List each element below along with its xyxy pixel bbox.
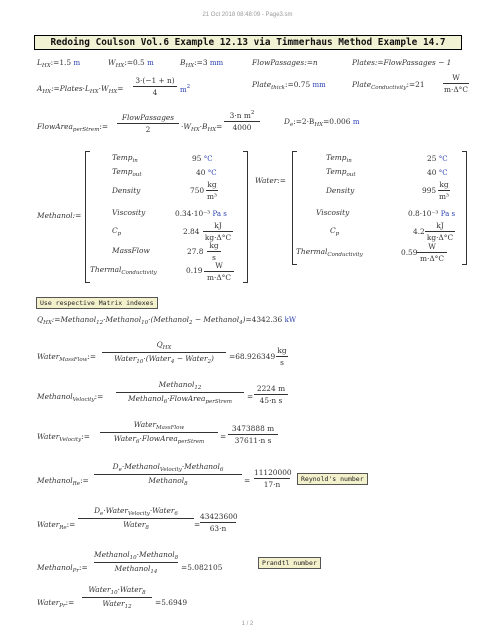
methanol-pr-fraction: Methanol$_{10}$·Methanol$_8$ Methanol$_{14}$ <box>94 550 179 575</box>
methanol-row-unit: $\frac{kJ}{kg\cdot\Delta^\circ C}$ <box>204 221 232 242</box>
methanol-velocity-result: $\frac{2224 m}{\text{45·n s}}$ <box>254 384 288 405</box>
page-header: 21 Oct 2018 08:48:09 - Page3.sm <box>202 12 293 18</box>
methanol-row-value: 0.34·10⁻³ Pa s <box>175 209 227 218</box>
methanol-row-label: MassFlow <box>112 246 150 255</box>
water-massflow-fraction: $Q_{HX}$ Water$_{10}$·(Water$_4$ − Water$_2$) <box>102 340 226 365</box>
flowarea-fraction: FlowPassages 2 <box>117 113 179 134</box>
methanol-matrix-right-bracket <box>243 151 248 283</box>
water-row-value: 25 °C <box>427 154 448 163</box>
water-re-eq: = <box>194 520 201 529</box>
water-massflow-lhs: Water$_{MassFlow}$:= <box>37 352 97 363</box>
methanol-row-label: $C_p$ <box>112 226 122 237</box>
methanol-row-unit: $\frac{kg}{s}$ <box>207 241 221 262</box>
water-row-label: Viscosity <box>316 208 350 217</box>
matrix-index-note: Use respective Matrix indexes <box>36 297 158 309</box>
water-row-label: Temp$_{out}$ <box>326 167 356 178</box>
prandtl-number-note: Prandtl number <box>258 557 321 569</box>
plate-thick-definition: Plate$_{thick}$:=0.75 mm <box>252 80 326 91</box>
methanol-row-value: 750 <box>190 186 205 195</box>
water-row-label: Temp$_{in}$ <box>326 153 352 164</box>
methanol-velocity-lhs: Methanol$_{Velocity}$:= <box>37 392 104 403</box>
methanol-row-label: Temp$_{in}$ <box>112 153 138 164</box>
water-row-unit: $\frac{kg}{\text{m³}}$ <box>439 180 449 201</box>
methanol-row-unit: $\frac{W}{m\cdot\Delta^\circ C}$ <box>204 261 234 282</box>
methanol-matrix-label: Methanol:= <box>37 211 82 220</box>
flowarea-lhs: FlowArea$_{perStrem}$:= <box>37 122 109 133</box>
methanol-row-value: 27.8 <box>187 247 204 256</box>
methanol-row-value: 2.84 <box>183 227 200 236</box>
water-row-value: 0.59 <box>401 248 418 257</box>
water-matrix-label: Water:= <box>255 176 286 185</box>
a-hx-result-fraction: $\frac{3\cdot(-1 + n)}{4}$ <box>133 76 177 97</box>
plate-conductivity-unit: $\frac{W}{m\cdot\Delta^\circ C}$ <box>443 73 469 94</box>
methanol-matrix-left-bracket <box>85 151 90 283</box>
water-velocity-result: $\frac{3473888 m}{\text{37611·n s}}$ <box>228 424 278 445</box>
water-pr-result: =5.6949 <box>155 598 188 607</box>
methanol-row-label: Temp$_{out}$ <box>112 167 142 178</box>
flow-passages-definition: FlowPassages:=n <box>252 58 318 67</box>
flowarea-result-fraction: $\frac{3\cdot n m^2}{4000}$ <box>224 110 260 132</box>
methanol-re-eq: = <box>244 476 251 485</box>
b-hx-definition: $B_{HX}:=3$ mm <box>180 58 224 69</box>
de-definition: $D_e:=2\cdot B_{HX}=0.006$ m <box>284 117 360 128</box>
water-row-value: 995 <box>422 186 437 195</box>
water-pr-fraction: Water$_{10}$·Water$_8$ Water$_{12}$ <box>82 585 152 610</box>
a-hx-definition: $A_{HX}:=Plates\cdot L_{HX}\cdot W_{HX}=$ <box>37 84 124 95</box>
methanol-row-label: Thermal$_{Conductivity}$ <box>90 265 157 276</box>
methanol-row-label: Viscosity <box>112 208 146 217</box>
water-pr-lhs: Water$_{Pr}$:= <box>37 598 75 609</box>
water-massflow-result: =68.926349 <box>229 352 276 361</box>
methanol-pr-result: =5.082105 <box>181 563 223 572</box>
methanol-pr-lhs: Methanol$_{Pr}$:= <box>37 563 88 574</box>
reynolds-number-note: Reynold's number <box>297 473 368 485</box>
flowarea-mid: $\cdot W_{HX}\cdot B_{HX}=$ <box>181 122 223 133</box>
a-hx-unit: $m^2$ <box>180 84 191 94</box>
methanol-row-label: Density <box>112 186 141 195</box>
methanol-row-value: 40 °C <box>196 168 217 177</box>
page-footer: 1 / 2 <box>241 621 254 627</box>
water-row-value: 0.8·10⁻³ Pa s <box>408 209 456 218</box>
document-title: Redoing Coulson Vol.6 Example 12.13 via Timmerhaus Method Example 14.7 <box>34 35 462 50</box>
water-velocity-eq: = <box>220 432 227 441</box>
q-hx-equation: $Q_{HX}:=Methanol_{12}\cdot Methanol_{10}\cdot(Methanol_2$ − Methanol$_4$)=4342.36 kW <box>37 315 297 326</box>
methanol-re-result: $\frac{11120000}{17\cdot n}$ <box>254 468 292 489</box>
methanol-row-unit: $\frac{kg}{\text{m³}}$ <box>207 180 217 201</box>
l-hx-definition: $L_{HX}:=1.5$ m <box>37 58 81 69</box>
plate-conductivity-definition: Plate$_{Conductivity}$:=21 <box>352 80 425 91</box>
water-velocity-lhs: Water$_{Velocity}$:= <box>37 432 90 443</box>
methanol-row-value: 95 °C <box>192 154 213 163</box>
water-row-value: 40 °C <box>427 168 448 177</box>
water-re-result: $\frac{43423600}{63\cdot n}$ <box>200 512 238 533</box>
water-velocity-fraction: Water$_{MassFlow}$ Water$_6$·FlowArea$_{perStrem}$ <box>100 420 218 445</box>
methanol-velocity-fraction: Methanol$_{12}$ Methanol$_6$·FlowArea$_{perStrem}$ <box>116 380 244 405</box>
water-massflow-unit: $\frac{kg}{s}$ <box>277 346 287 367</box>
water-row-label: Density <box>326 186 355 195</box>
water-row-unit: $\frac{kJ}{kg\cdot\Delta^\circ C}$ <box>426 221 454 242</box>
plates-definition: Plates:=FlowPassages − 1 <box>352 58 452 67</box>
methanol-velocity-eq: = <box>247 392 254 401</box>
water-matrix-right-bracket <box>462 151 467 265</box>
water-row-label: $C_p$ <box>330 226 340 237</box>
water-row-value: 4.2 <box>413 227 425 236</box>
water-re-lhs: Water$_{Re}$:= <box>37 520 76 531</box>
methanol-re-fraction: $D_e\cdot Methanol_{Velocity}\cdot Methanol_6$ Methanol$_8$ <box>94 462 242 487</box>
water-row-unit: $\frac{W}{m\cdot\Delta^\circ C}$ <box>417 242 447 263</box>
water-row-label: Thermal$_{Conductivity}$ <box>296 247 363 258</box>
w-hx-definition: $W_{HX}:=0.5$ m <box>108 58 154 69</box>
methanol-re-lhs: Methanol$_{Re}$:= <box>37 476 89 487</box>
methanol-row-value: 0.19 <box>186 266 203 275</box>
water-re-fraction: $D_e\cdot Water_{Velocity}\cdot Water_6$ Water$_8$ <box>78 506 194 531</box>
